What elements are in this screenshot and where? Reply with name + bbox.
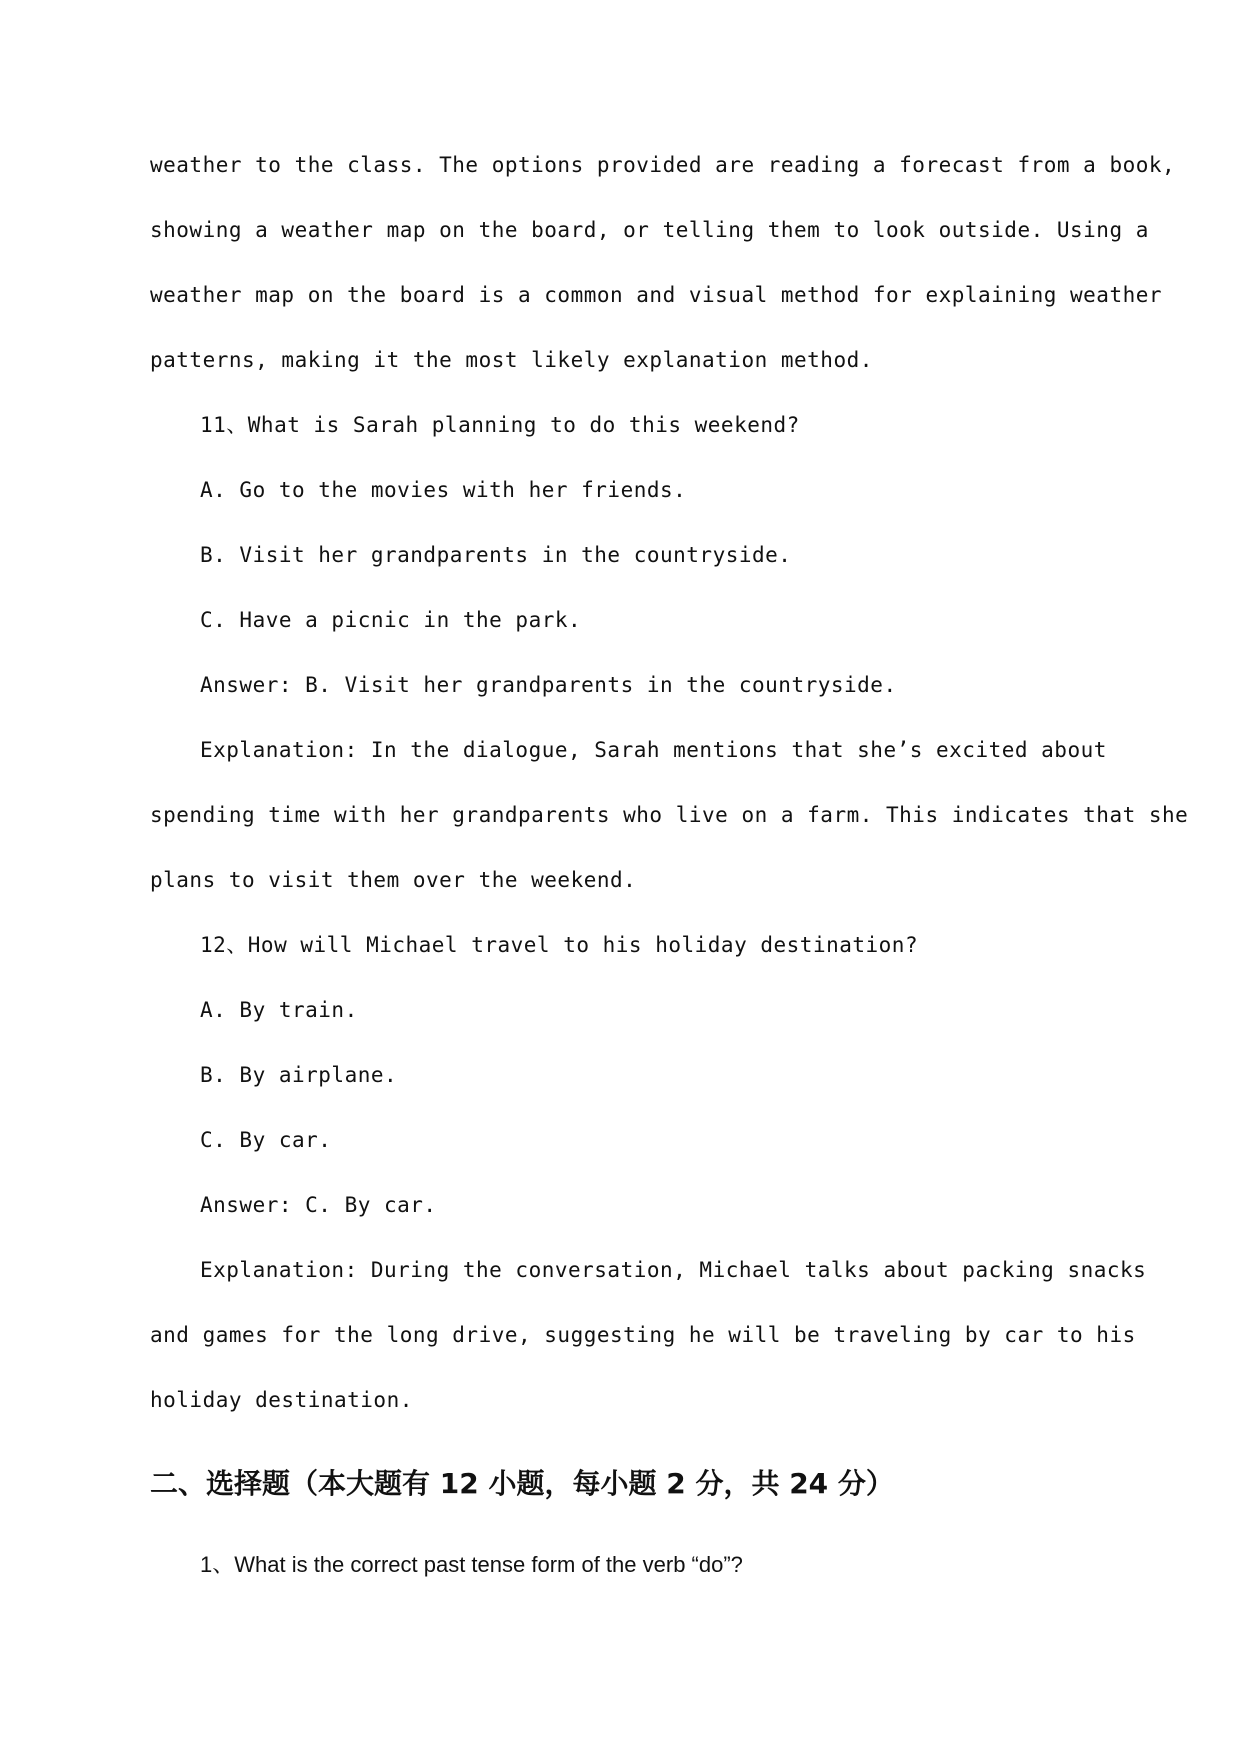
q12-explanation-line-3: holiday destination.	[150, 1388, 413, 1412]
q11-explanation-line-1: Explanation: In the dialogue, Sarah mentions that she’s excited about	[200, 738, 1107, 762]
section2-q1-question: 1、What is the correct past tense form of the verb “do”?	[200, 1552, 743, 1577]
section-heading: 二、选择题（本大题有 12 小题，每小题 2 分，共 24 分）	[150, 1467, 894, 1500]
q12-explanation-line-1: Explanation: During the conversation, Michael talks about packing snacks	[200, 1258, 1147, 1282]
q12-question: 12、How will Michael travel to his holiday destination?	[200, 933, 919, 957]
q12-option-a: A. By train.	[200, 998, 358, 1022]
q11-option-c: C. Have a picnic in the park.	[200, 608, 582, 632]
prev-explanation-line-1: weather to the class. The options provided are reading a forecast from a book,	[150, 153, 1176, 177]
q11-answer: Answer: B. Visit her grandparents in the countryside.	[200, 673, 897, 697]
q12-answer: Answer: C. By car.	[200, 1193, 437, 1217]
q11-explanation-line-3: plans to visit them over the weekend.	[150, 868, 637, 892]
q12-option-b: B. By airplane.	[200, 1063, 398, 1087]
q11-question: 11、What is Sarah planning to do this weekend?	[200, 413, 800, 437]
q11-option-b: B. Visit her grandparents in the countryside.	[200, 543, 792, 567]
prev-explanation-line-4: patterns, making it the most likely explanation method.	[150, 348, 873, 372]
q11-explanation-line-2: spending time with her grandparents who live on a farm. This indicates that she	[150, 803, 1189, 827]
q11-option-a: A. Go to the movies with her friends.	[200, 478, 687, 502]
q12-explanation-line-2: and games for the long drive, suggesting he will be traveling by car to his	[150, 1323, 1136, 1347]
prev-explanation-line-2: showing a weather map on the board, or telling them to look outside. Using a	[150, 218, 1149, 242]
prev-explanation-line-3: weather map on the board is a common and visual method for explaining weather	[150, 283, 1163, 307]
q12-option-c: C. By car.	[200, 1128, 332, 1152]
